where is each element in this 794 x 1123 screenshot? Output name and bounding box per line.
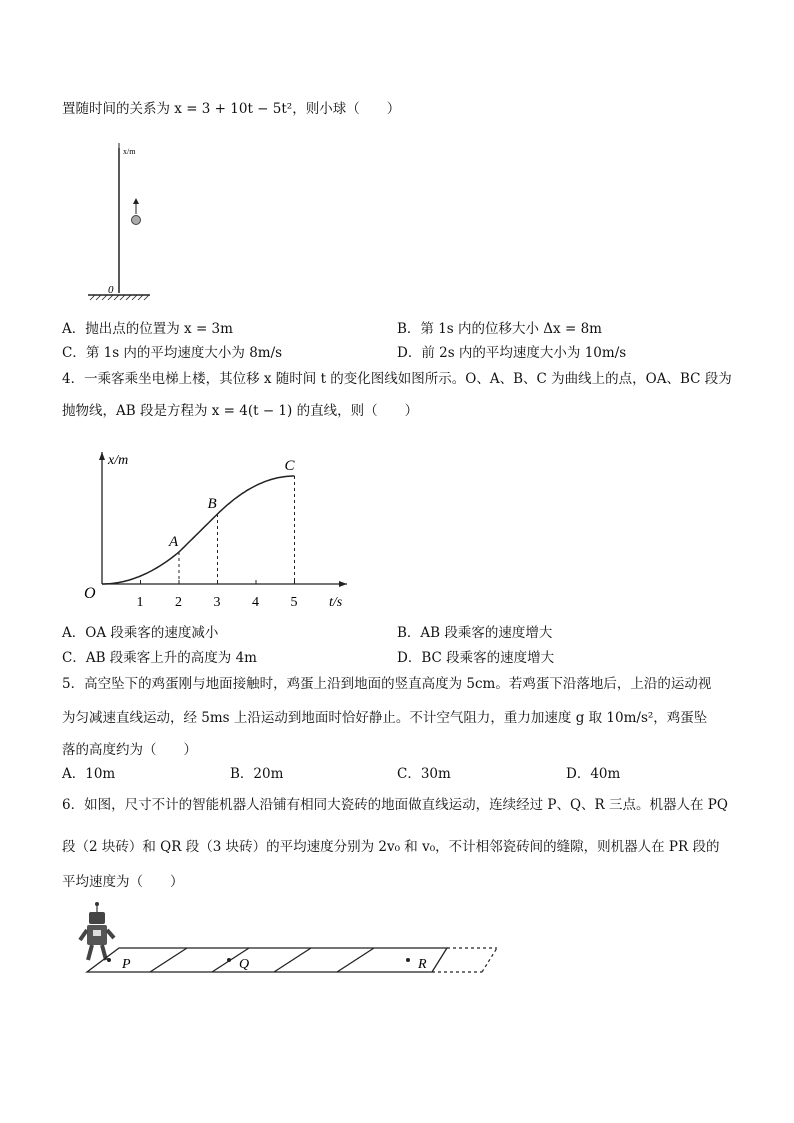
xt-curve — [102, 476, 295, 584]
x-tick-label: 5 — [290, 595, 298, 610]
q5-option-c[interactable]: C．30m — [397, 766, 451, 782]
q4-stem-line2: 抛物线，AB 段是方程为 x = 4(t − 1) 的直线，则（ ） — [62, 403, 419, 419]
q4-option-c[interactable]: C．AB 段乘客上升的高度为 4m — [62, 650, 257, 666]
q3-stem: 置随时间的关系为 x = 3 + 10t − 5t²，则小球（ ） — [62, 101, 401, 117]
q3-origin-label: 0 — [108, 284, 114, 296]
q5-option-d[interactable]: D．40m — [566, 766, 621, 782]
y-axis-label: x/m — [108, 453, 129, 468]
q5-stem-line1: 5．高空坠下的鸡蛋刚与地面接触时，鸡蛋上沿到地面的竖直高度为 5cm。若鸡蛋下沿落地后，上沿的运动视 — [62, 676, 712, 692]
robot-icon — [80, 902, 114, 960]
q5-stem-line2: 为匀减速直线运动，经 5ms 上沿运动到地面时恰好静止。不计空气阻力，重力加速度 g 取 10m/s²，鸡蛋坠 — [62, 710, 708, 726]
q4-option-b[interactable]: B．AB 段乘客的速度增大 — [397, 625, 553, 641]
q5-option-b[interactable]: B．20m — [230, 766, 284, 782]
x-tick-label: 4 — [252, 595, 259, 610]
q3-axis-label: x/m — [123, 147, 136, 156]
x-axis-arrow — [339, 581, 347, 587]
y-axis-arrow — [99, 452, 105, 460]
x-tick-label: 2 — [175, 595, 182, 610]
q6-stem-line2: 段（2 块砖）和 QR 段（3 块砖）的平均速度分别为 2v₀ 和 v₀，不计相邻瓷砖间的缝隙，则机器人在 PR 段的 — [62, 839, 720, 855]
q5-option-a[interactable]: A．10m — [62, 766, 116, 782]
q6-stem-line3: 平均速度为（ ） — [62, 874, 184, 890]
q4-xt-chart — [75, 440, 355, 620]
point-label-a: A — [169, 534, 179, 550]
point-label-c: C — [284, 458, 295, 474]
q6-robot-tile-figure — [62, 900, 502, 1000]
q3-ball-figure — [80, 138, 180, 308]
q4-option-d[interactable]: D．BC 段乘客的速度增大 — [397, 650, 555, 666]
q3-option-a[interactable]: A．抛出点的位置为 x = 3m — [62, 321, 233, 337]
point-p-label: P — [122, 957, 131, 972]
point-r-label: R — [418, 957, 427, 972]
q3-option-c[interactable]: C．第 1s 内的平均速度大小为 8m/s — [62, 345, 283, 361]
origin-label: O — [84, 585, 96, 602]
x-axis-label: t/s — [329, 595, 343, 610]
q6-stem-line1: 6．如图，尺寸不计的智能机器人沿铺有相同大瓷砖的地面做直线运动，连续经过 P、Q、R 三点。机器人在 PQ — [62, 797, 728, 813]
q5-stem-line3: 落的高度约为（ ） — [62, 742, 197, 758]
q4-stem-line1: 4．一乘客乘坐电梯上楼，其位移 x 随时间 t 的变化图线如图所示。O、A、B、C 为曲线上的点，OA、BC 段为 — [62, 371, 732, 387]
q3-option-b[interactable]: B．第 1s 内的位移大小 Δx = 8m — [397, 321, 602, 337]
point-q-label: Q — [239, 957, 250, 972]
x-tick-label: 1 — [136, 595, 144, 610]
point-label-b: B — [207, 496, 217, 512]
x-tick-label: 3 — [213, 595, 221, 610]
q3-option-d[interactable]: D．前 2s 内的平均速度大小为 10m/s — [397, 345, 627, 361]
q4-option-a[interactable]: A．OA 段乘客的速度减小 — [62, 625, 219, 641]
